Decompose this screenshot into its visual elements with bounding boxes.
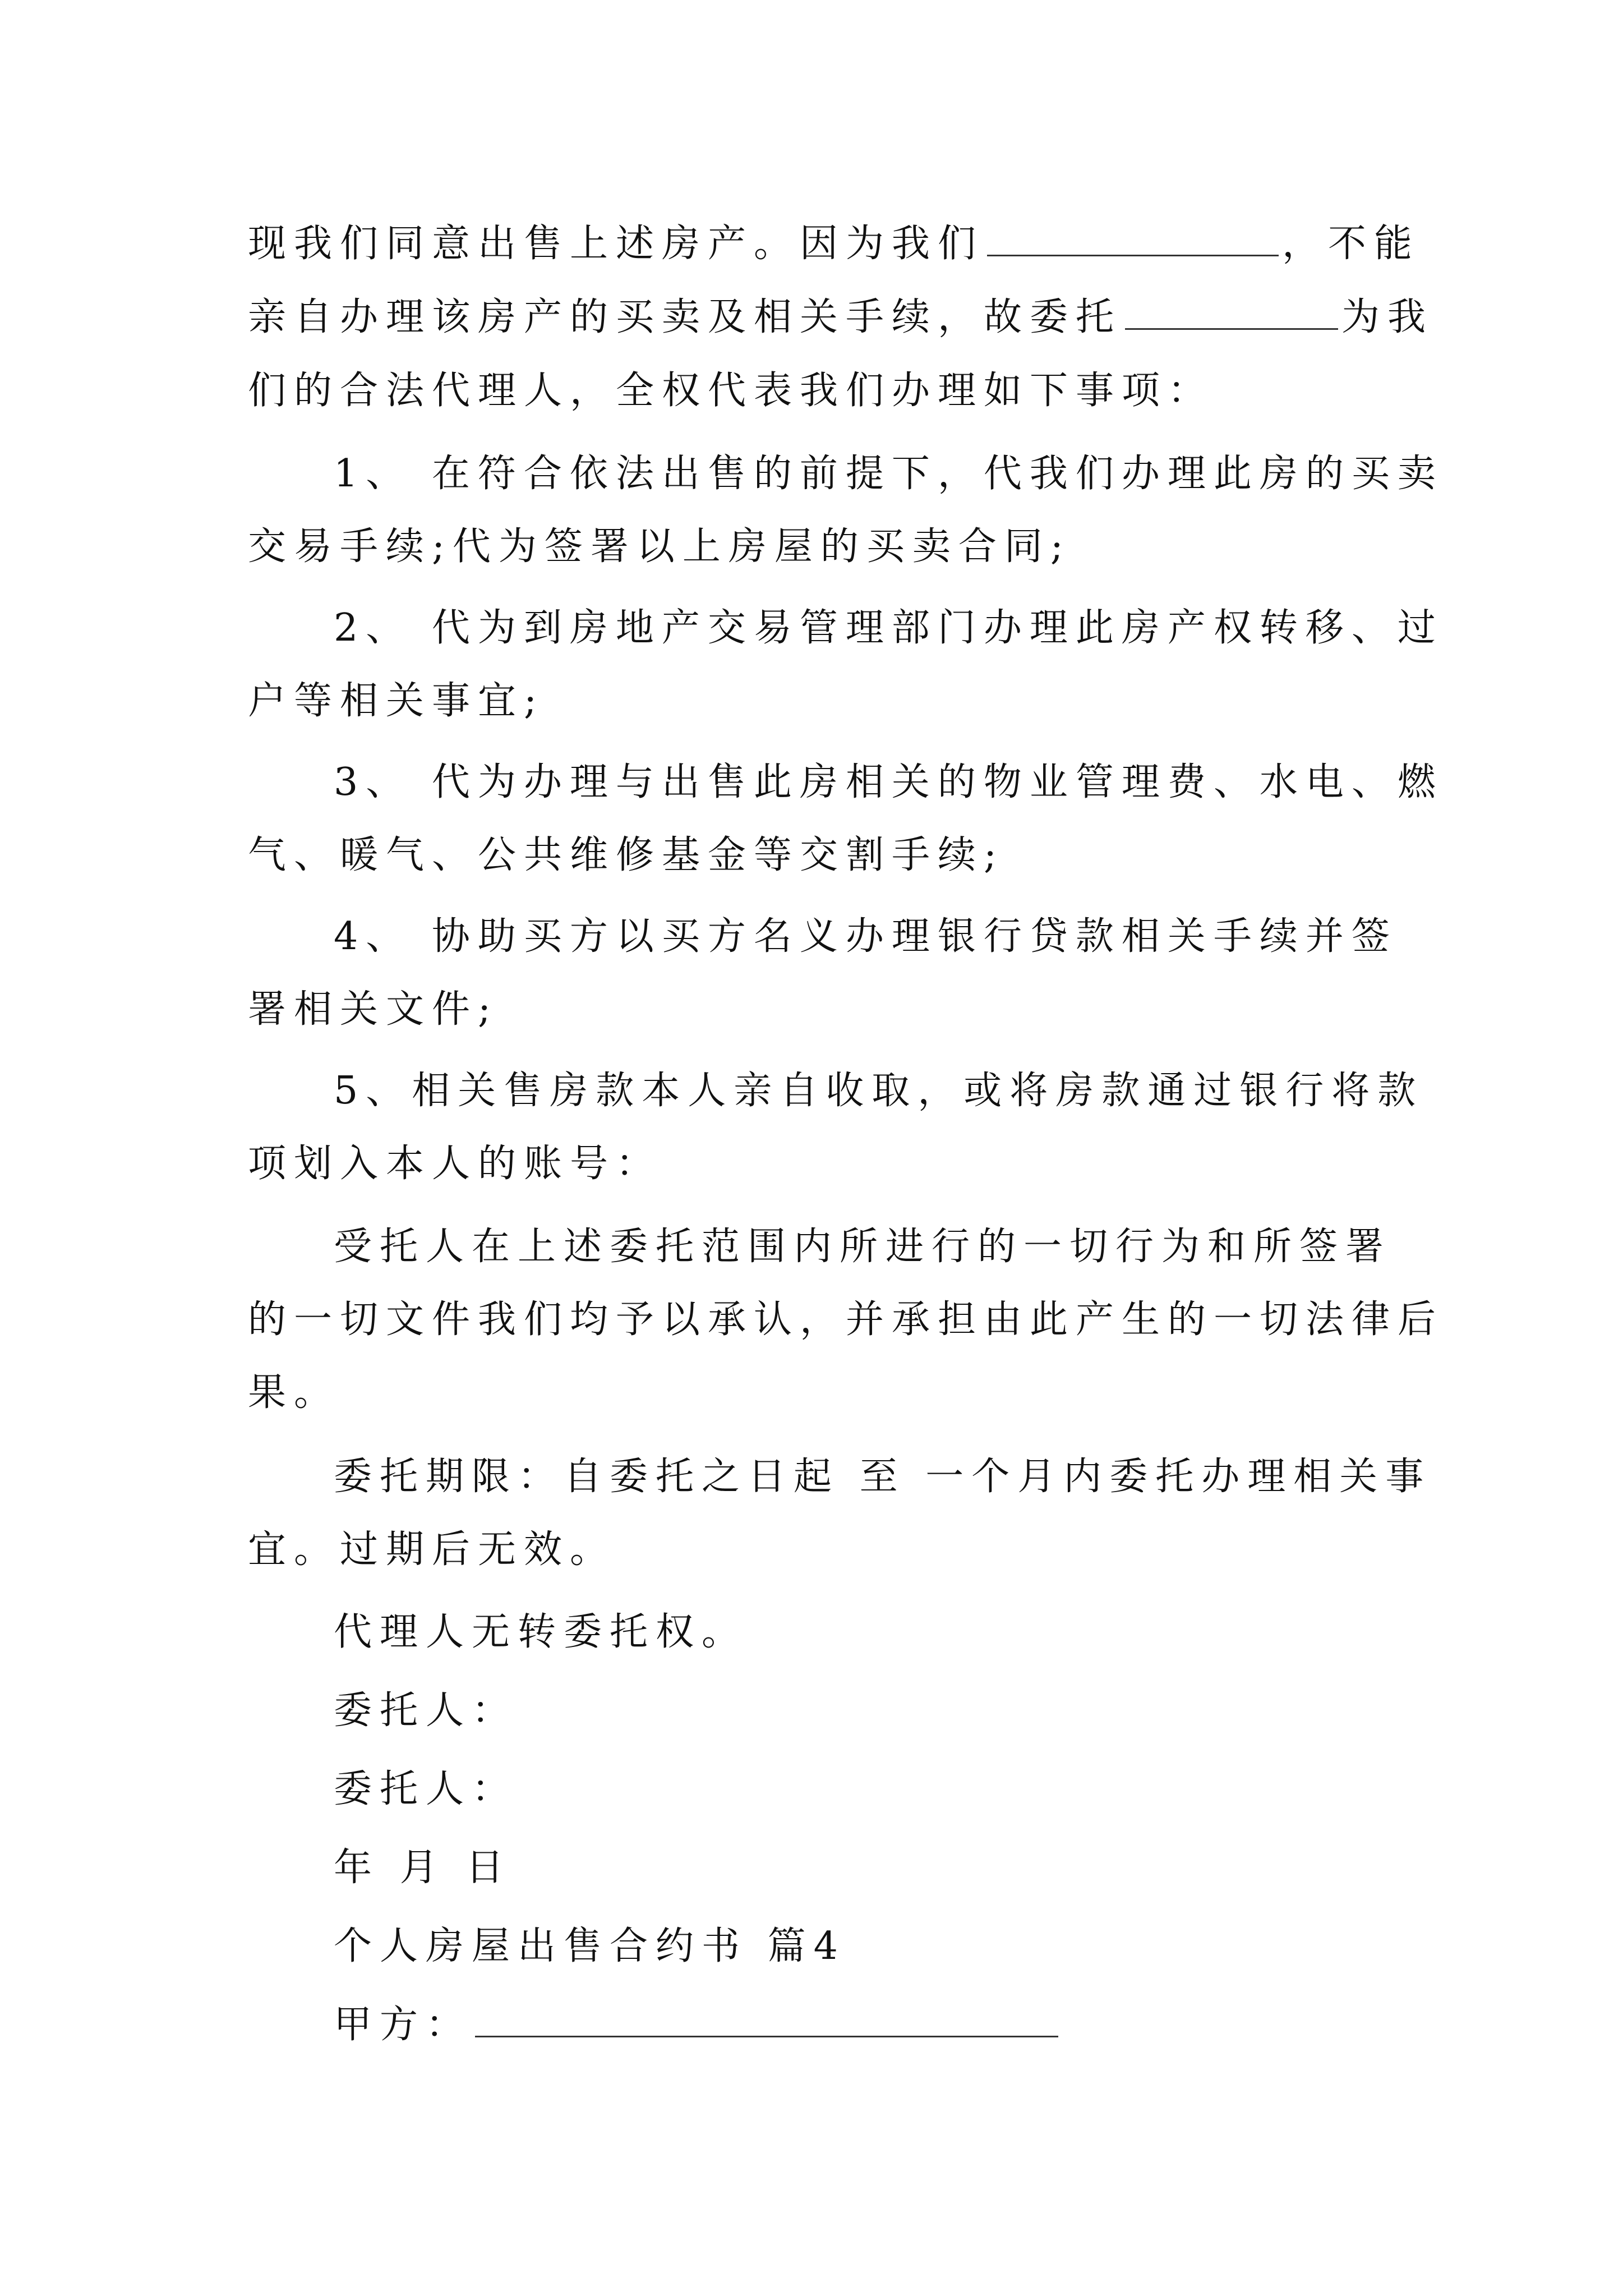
text-run: 气、暖气、公共维修基金等交割手续; xyxy=(248,833,1004,877)
text-run: 亲自办理该房产的买卖及相关手续，故委托 xyxy=(248,295,1122,339)
text-run: 委托人： xyxy=(334,1688,518,1733)
paragraph-line xyxy=(248,1362,340,1424)
list-item-line xyxy=(334,1060,1423,1122)
paragraph-line xyxy=(248,1519,616,1581)
text-run: 署相关文件; xyxy=(248,987,499,1032)
list-item-line xyxy=(248,825,1004,886)
list-item-line xyxy=(248,1133,662,1195)
list-item-line xyxy=(248,516,1071,578)
text-run: 个人房屋出售合约书 篇4 xyxy=(334,1924,846,1968)
list-item-line xyxy=(334,443,1444,505)
paragraph-line xyxy=(248,213,1420,275)
paragraph-line xyxy=(248,360,1214,422)
paragraph-line xyxy=(334,1216,1391,1278)
text-run: ，不能 xyxy=(1282,222,1421,266)
list-item-line xyxy=(248,979,499,1041)
date-line xyxy=(334,1837,511,1899)
text-run: 5、相关售房款本人亲自收取，或将房款通过银行将款 xyxy=(334,1069,1424,1113)
text-run: 年 月 日 xyxy=(334,1846,512,1890)
text-run: 委托人： xyxy=(334,1767,518,1811)
paragraph-line xyxy=(248,287,1433,348)
signature-label xyxy=(334,1759,518,1820)
text-run: 宜。过期后无效。 xyxy=(248,1527,616,1572)
party-a-line xyxy=(334,1994,1062,2056)
list-item-line xyxy=(248,670,545,732)
list-item-line xyxy=(334,597,1444,659)
text-run: 受托人在上述委托范围内所进行的一切行为和所签署 xyxy=(334,1225,1392,1269)
fill-in-blank xyxy=(987,219,1279,256)
text-run: 现我们同意出售上述房产。因为我们 xyxy=(248,222,984,266)
list-item-line xyxy=(334,906,1398,968)
text-run: 4、 协助买方以买方名义办理银行贷款相关手续并签 xyxy=(334,914,1398,959)
text-run: 2、 代为到房地产交易管理部门办理此房产权转移、过 xyxy=(334,606,1444,650)
text-run: 果。 xyxy=(248,1370,340,1415)
text-run: 为我 xyxy=(1341,295,1434,339)
text-run: 甲方： xyxy=(334,2003,472,2047)
list-item-line xyxy=(334,752,1444,813)
text-run: 项划入本人的账号： xyxy=(248,1142,662,1186)
section-heading xyxy=(334,1916,846,1977)
text-run: 的一切文件我们均予以承认，并承担由此产生的一切法律后 xyxy=(248,1297,1444,1342)
fill-in-blank xyxy=(1125,292,1338,330)
text-run: 户等相关事宜; xyxy=(248,679,545,723)
fill-in-blank xyxy=(475,2000,1058,2037)
paragraph-line xyxy=(334,1602,748,1663)
signature-label xyxy=(334,1680,518,1742)
paragraph-line xyxy=(248,1289,1444,1351)
text-run: 1、 在符合依法出售的前提下，代我们办理此房的买卖 xyxy=(334,452,1444,496)
text-run: 3、 代为办理与出售此房相关的物业管理费、水电、燃 xyxy=(334,760,1444,804)
text-run: 们的合法代理人，全权代表我们办理如下事项： xyxy=(248,369,1214,413)
text-run: 交易手续;代为签署以上房屋的买卖合同; xyxy=(248,524,1071,569)
text-run: 委托期限：自委托之日起 至 一个月内委托办理相关事 xyxy=(334,1455,1432,1499)
paragraph-line xyxy=(334,1446,1431,1508)
text-run: 代理人无转委托权。 xyxy=(334,1610,748,1654)
